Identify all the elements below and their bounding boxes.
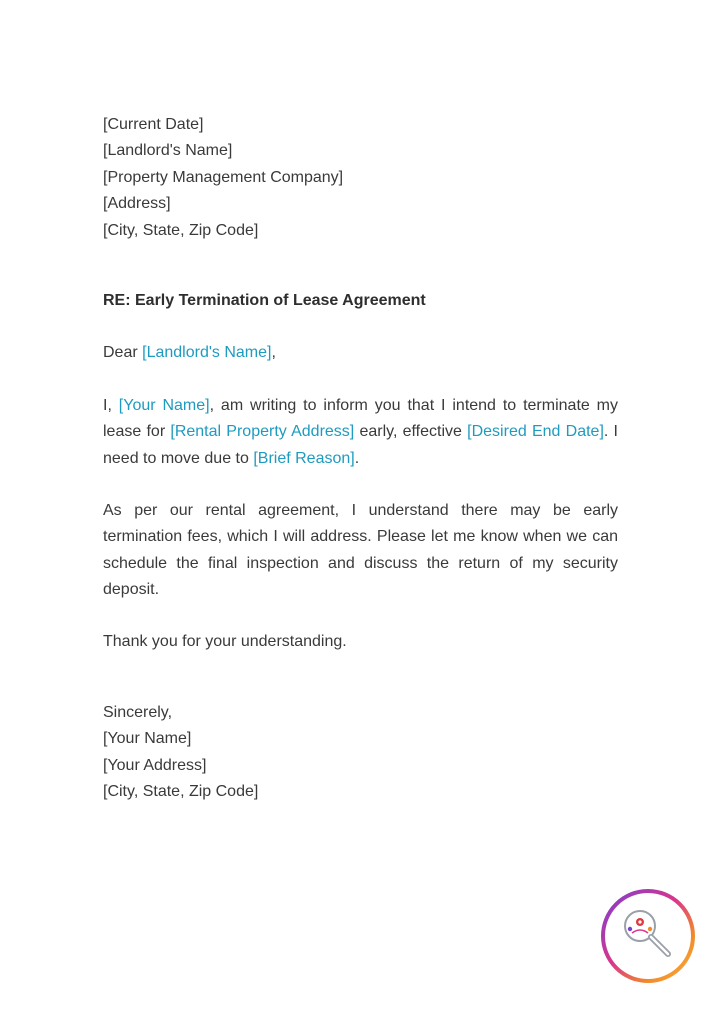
- landlord-name-line: [Landlord's Name]: [103, 142, 233, 160]
- closing-name-line: [Your Name]: [103, 730, 192, 748]
- address-line: [Address]: [103, 195, 171, 213]
- para1-text-2: , am writing to inform you that I intend to terminate my lease for: [103, 397, 619, 441]
- magnifier-people-icon: [598, 886, 698, 986]
- para1-text-3: early, effective: [354, 423, 468, 441]
- salutation-greeting: Dear: [103, 344, 143, 361]
- subject-line: RE: Early Termination of Lease Agreement: [103, 292, 426, 309]
- recipient-address-block: [103, 112, 618, 244]
- para1-text-1: I,: [103, 397, 119, 414]
- para1-text-4: . I need to move due to: [103, 423, 619, 467]
- signoff: Sincerely,: [103, 704, 173, 721]
- city-state-zip-line: [City, State, Zip Code]: [103, 221, 259, 239]
- salutation-landlord-placeholder: [Landlord's Name]: [142, 344, 272, 361]
- your-name-placeholder: [Your Name]: [118, 397, 210, 414]
- closing-address-line: [Your Address]: [103, 756, 207, 774]
- salutation-punctuation: ,: [271, 344, 276, 361]
- body-paragraph-1: [103, 393, 618, 472]
- salutation: [103, 340, 618, 366]
- brief-reason-placeholder: [Brief Reason]: [253, 449, 355, 467]
- closing-block: [103, 700, 618, 806]
- thanks-line: Thank you for your understanding.: [103, 633, 347, 650]
- body-paragraph-2: As per our rental agreement, I understand there may be early termination fees, which I will address. Please let me know when we can schedule the final inspection and discuss the return of my security deposit.: [103, 502, 618, 599]
- current-date-line: [Current Date]: [103, 116, 204, 133]
- para1-text-5: .: [354, 449, 360, 467]
- property-company-line: [Property Management Company]: [103, 168, 344, 186]
- end-date-placeholder: [Desired End Date]: [467, 423, 604, 441]
- closing-city-line: [City, State, Zip Code]: [103, 783, 259, 801]
- rental-address-placeholder: [Rental Property Address]: [170, 423, 355, 441]
